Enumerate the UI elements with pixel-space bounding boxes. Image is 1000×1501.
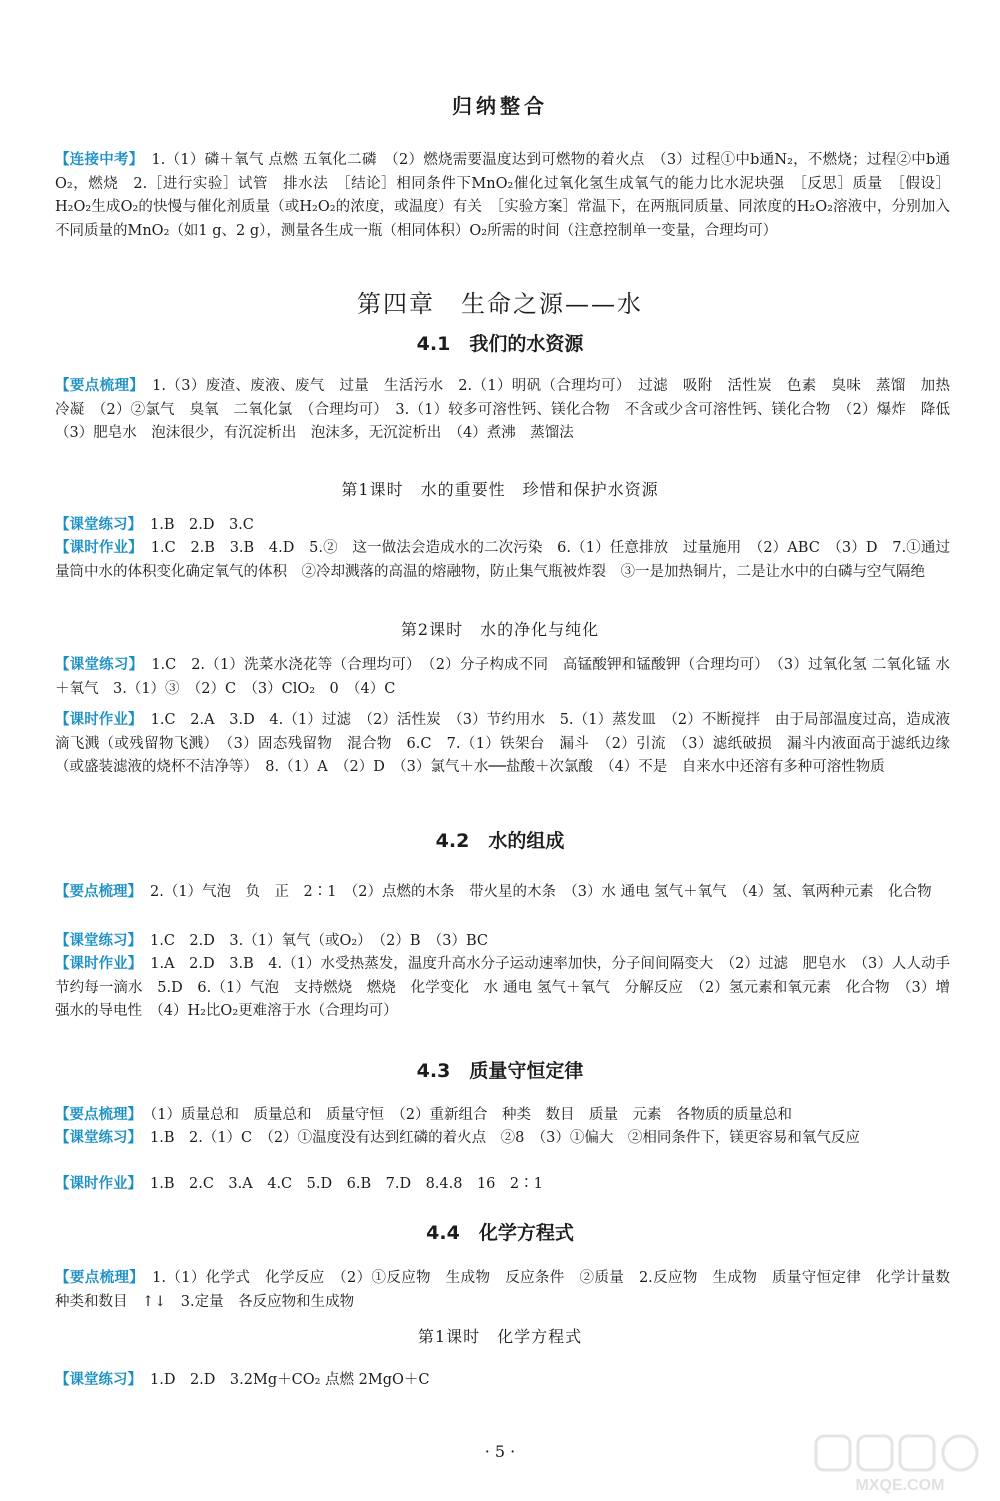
s42-yaodian-paragraph — [55, 880, 950, 905]
s44-lesson1-heading: 第1课时 化学方程式 — [417, 1327, 583, 1346]
section-4-4-heading: 4.4 化学方程式 — [426, 1222, 574, 1244]
s41-l1-keshi-paragraph — [55, 536, 950, 584]
s41-l1-keshi-text: 1.C 2.B 3.B 4.D 5.② 这一做法会造成水的二次污染 6.（1）任意排放 过量施用 （2）ABC （3）D 7.①通过量筒中水的体积变化确定氧气的体积 ②冷却溅落的高温的熔融物，防止集气瓶被炸裂 ③一是加热铜片，二是让水中的白磷与空气隔绝 — [55, 540, 950, 580]
s41-l1-keshi-tag: 【课时作业】 — [55, 539, 143, 556]
s41-l1-ketang-paragraph — [55, 513, 950, 538]
s43-keshi-paragraph — [55, 1172, 950, 1197]
s42-yaodian-text: 2.（1）气泡 负 正 2∶1 （2）点燃的木条 带火星的木条 （3）水 通电 氢气＋氧气 （4）氢、氧两种元素 化合物 — [150, 884, 932, 900]
chapter-title: 第四章 生命之源——水 — [357, 290, 643, 318]
s42-ketang-text: 1.C 2.D 3.（1）氧气（或O₂） （2）B （3）BC — [150, 933, 489, 949]
watermark-logo — [810, 1432, 990, 1496]
s43-keshi-text: 1.B 2.C 3.A 4.C 5.D 6.B 7.D 8.4.8 16 2∶1 — [150, 1176, 543, 1192]
s41-yaodian-paragraph — [55, 374, 965, 446]
s41-l2-keshi-text: 1.C 2.A 3.D 4.（1）过滤 （2）活性炭 （3）节约用水 5.（1）蒸发皿 （2）不断搅拌 由于局部温度过高，造成液滴飞溅（或残留物飞溅） （3）固态残留物 混合物 6.C 7.（1）铁架台 漏斗 （2）引流 （3）滤纸破损 漏斗内液面高于滤纸边缘（或盛装滤液的烧杯不洁净等） 8.（1）A （2）D （3）氯气＋水──盐酸＋次氯酸 （4）不是 自来水中还溶有多种可溶性物质 — [55, 712, 950, 775]
s43-ketang-text: 1.B 2.（1）C （2）①温度没有达到红磷的着火点 ②8 （3）①偏大 ②相同条件下，镁更容易和氧气反应 — [150, 1130, 860, 1146]
s43-ketang-paragraph — [55, 1126, 950, 1151]
s44-ketang-tag: 【课堂练习】 — [55, 1371, 142, 1388]
s41-lesson2-heading: 第2课时 水的净化与纯化 — [400, 620, 600, 639]
s42-yaodian-tag: 【要点梳理】 — [55, 883, 142, 900]
s41-l2-ketang-tag: 【课堂练习】 — [55, 656, 144, 673]
s42-keshi-paragraph — [55, 952, 950, 1024]
s44-yaodian-text: 1.（1）化学式 化学反应 （2）①反应物 生成物 反应条件 ②质量 2.反应物 生成物 质量守恒定律 化学计量数 种类和数目 ↑↓ 3.定量 各反应物和生成物 — [55, 1270, 965, 1310]
s41-l2-ketang-paragraph — [55, 653, 950, 701]
s41-lesson1-heading: 第1课时 水的重要性 珍惜和保护水资源 — [341, 480, 659, 499]
zhongkao-paragraph — [55, 148, 950, 243]
s44-ketang-text: 1.D 2.D 3.2Mg＋CO₂ 点燃 2MgO＋C — [150, 1372, 430, 1388]
s43-yaodian-tag: 【要点梳理】 — [55, 1106, 142, 1123]
s42-ketang-tag: 【课堂练习】 — [55, 932, 142, 949]
zhongkao-text: 1.（1）磷＋氧气 点燃 五氧化二磷 （2）燃烧需要温度达到可燃物的着火点 （3）过程①中b通N₂，不燃烧；过程②中b通O₂，燃烧 2.［进行实验］试管 排水法 ［结论］相同条件下MnO₂催化过氧化氢生成氧气的能力比水泥块强 ［反思］质量 ［假设］H₂O₂生成O₂的快慢与催化剂质量（或H₂O₂的浓度，或温度）有关 ［实验方案］常温下，在两瓶同质量、同浓度的H₂O₂溶液中，分别加入不同质量的MnO₂（如1 g、2 g），测量各生成一瓶（相同体积）O₂所需的时间（注意控制单一变量，合理均可） — [55, 152, 950, 239]
s44-ketang-paragraph — [55, 1368, 950, 1393]
s42-keshi-text: 1.A 2.D 3.B 4.（1）水受热蒸发，温度升高水分子运动速率加快，分子间间隔变大 （2）过滤 肥皂水 （3）人人动手节约每一滴水 5.D 6.（1）气泡 支持燃烧 燃烧 化学变化 水 通电 氢气＋氧气 分解反应 （2）氢元素和氧元素 化合物 （3）增强水的导电性 （4）H₂比O₂更难溶于水（合理均可） — [55, 956, 951, 1019]
s43-ketang-tag: 【课堂练习】 — [55, 1129, 142, 1146]
s44-yaodian-paragraph — [55, 1266, 965, 1314]
s41-l1-ketang-tag: 【课堂练习】 — [55, 516, 142, 533]
s41-l1-ketang-text: 1.B 2.D 3.C — [150, 517, 254, 533]
s43-yaodian-paragraph — [55, 1103, 950, 1128]
page-title: 归纳整合 — [452, 94, 548, 118]
s41-l2-keshi-tag: 【课时作业】 — [55, 711, 143, 728]
s43-keshi-tag: 【课时作业】 — [55, 1175, 142, 1192]
s41-l2-ketang-text: 1.C 2.（1）洗菜水浇花等（合理均可） （2）分子构成不同 高锰酸钾和锰酸钾（合理均可） （3）过氧化氢 二氧化锰 水＋氧气 3.（1）③ （2）C （3）ClO₂ 0 （4）C — [55, 657, 951, 697]
s41-l2-keshi-paragraph — [55, 708, 950, 780]
s42-ketang-paragraph — [55, 929, 950, 954]
s44-yaodian-tag: 【要点梳理】 — [55, 1269, 145, 1286]
s42-keshi-tag: 【课时作业】 — [55, 955, 143, 972]
section-4-3-heading: 4.3 质量守恒定律 — [416, 1060, 584, 1082]
section-4-2-heading: 4.2 水的组成 — [435, 830, 565, 852]
watermark-text: MXQE.COM — [855, 1477, 945, 1494]
zhongkao-tag: 【连接中考】 — [55, 151, 144, 168]
s43-yaodian-text: （1）质量总和 质量总和 质量守恒 （2）重新组合 种类 数目 质量 元素 各物质的质量总和 — [150, 1107, 792, 1123]
s41-yaodian-text: 1.（3）废渣、废液、废气 过量 生活污水 2.（1）明矾（合理均可） 过滤 吸附 活性炭 色素 臭味 蒸馏 加热 冷凝 （2）②氯气 臭氧 二氧化氯 （合理均可） 3.（1）较多可溶性钙、镁化合物 不含或少含可溶性钙、镁化合物 （2）爆炸 降低 （3）肥皂水 泡沫很少，有沉淀析出 泡沫多，无沉淀析出 （4）煮沸 蒸馏法 — [55, 378, 965, 441]
section-4-1-heading: 4.1 我们的水资源 — [416, 333, 584, 355]
s41-yaodian-tag: 【要点梳理】 — [55, 377, 145, 394]
page-number: · 5 · — [484, 1442, 516, 1461]
